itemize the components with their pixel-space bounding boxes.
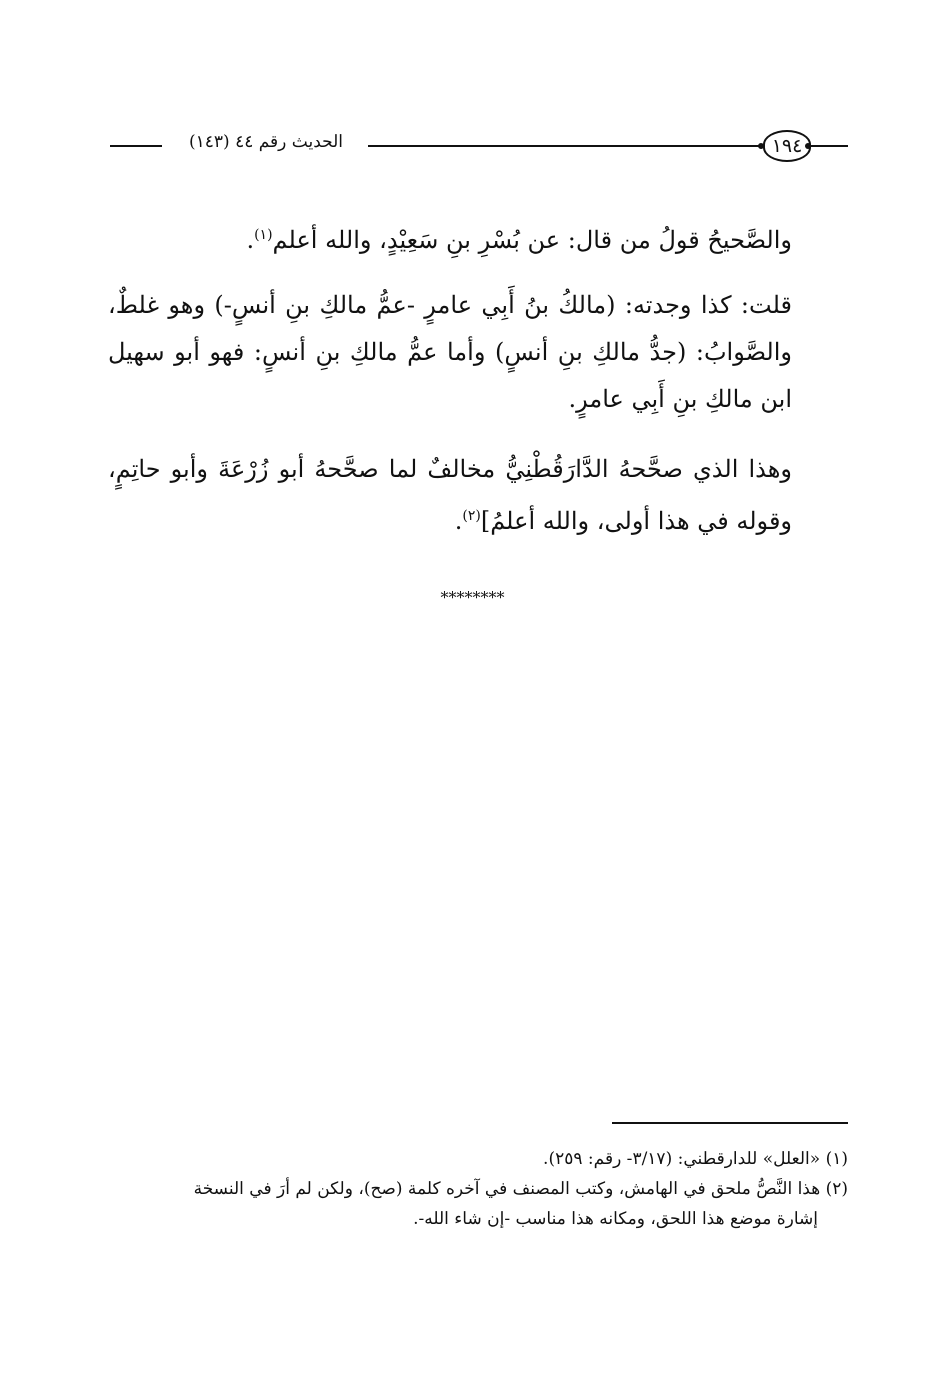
- header-rule-left: [110, 145, 162, 147]
- paragraph-1: [108, 212, 848, 264]
- running-header: [108, 124, 848, 168]
- footnote-2-line-2: إشارة موضع هذا اللحق، ومكانه هذا مناسب -إن شاء الله-.: [413, 1209, 818, 1229]
- page-number: ١٩٤: [763, 130, 811, 162]
- paragraph-1-end: .: [246, 226, 255, 254]
- running-title: الحديث رقم ٤٤ (١٤٣): [188, 132, 344, 152]
- paragraph-2: [108, 282, 848, 423]
- footnotes: [108, 1144, 848, 1234]
- footnote-rule: [612, 1122, 848, 1124]
- footnote-1: (١) «العلل» للدارقطني: (٣/١٧- رقم: ٢٥٩).: [543, 1149, 848, 1169]
- footnote-ref-1: (١): [254, 227, 273, 243]
- paragraph-1-text: والصَّحيحُ قولُ من قال: عن بُسْرِ بنِ سَعِيْدٍ، والله أعلم: [272, 226, 792, 254]
- paragraph-3: [108, 446, 848, 545]
- paragraph-3-end: .: [454, 507, 463, 535]
- header-rule-middle: [368, 145, 760, 147]
- paragraph-2-text: قلت: كذا وجدته: (مالكُ بنُ أَبِي عامرٍ -عمُّ مالكِ بنِ أنسٍ-) وهو غلطٌ، والصَّوابُ: (جدُّ مالكِ بنِ أنسٍ) وأما عمُّ مالكِ بنِ أنسٍ: فهو أبو سهيل ابن مالكِ بنِ أَبِي عامرٍ.: [108, 291, 792, 413]
- section-separator: ********: [440, 588, 505, 607]
- paragraph-3-text: وهذا الذي صحَّحهُ الدَّارَقُطْنِيُّ مخالفٌ لما صحَّحهُ أبو زُرْعَةَ وأبو حاتِمٍ، وقوله في هذا أولى، والله أعلمُ]: [108, 455, 792, 535]
- footnote-2-line-1: (٢) هذا النَّصُّ ملحق في الهامش، وكتب المصنف في آخره كلمة (صح)، ولكن لم أرَ في النسخة: [193, 1179, 848, 1199]
- header-rule-right: [808, 145, 848, 147]
- footnote-ref-2: (٢): [462, 508, 481, 524]
